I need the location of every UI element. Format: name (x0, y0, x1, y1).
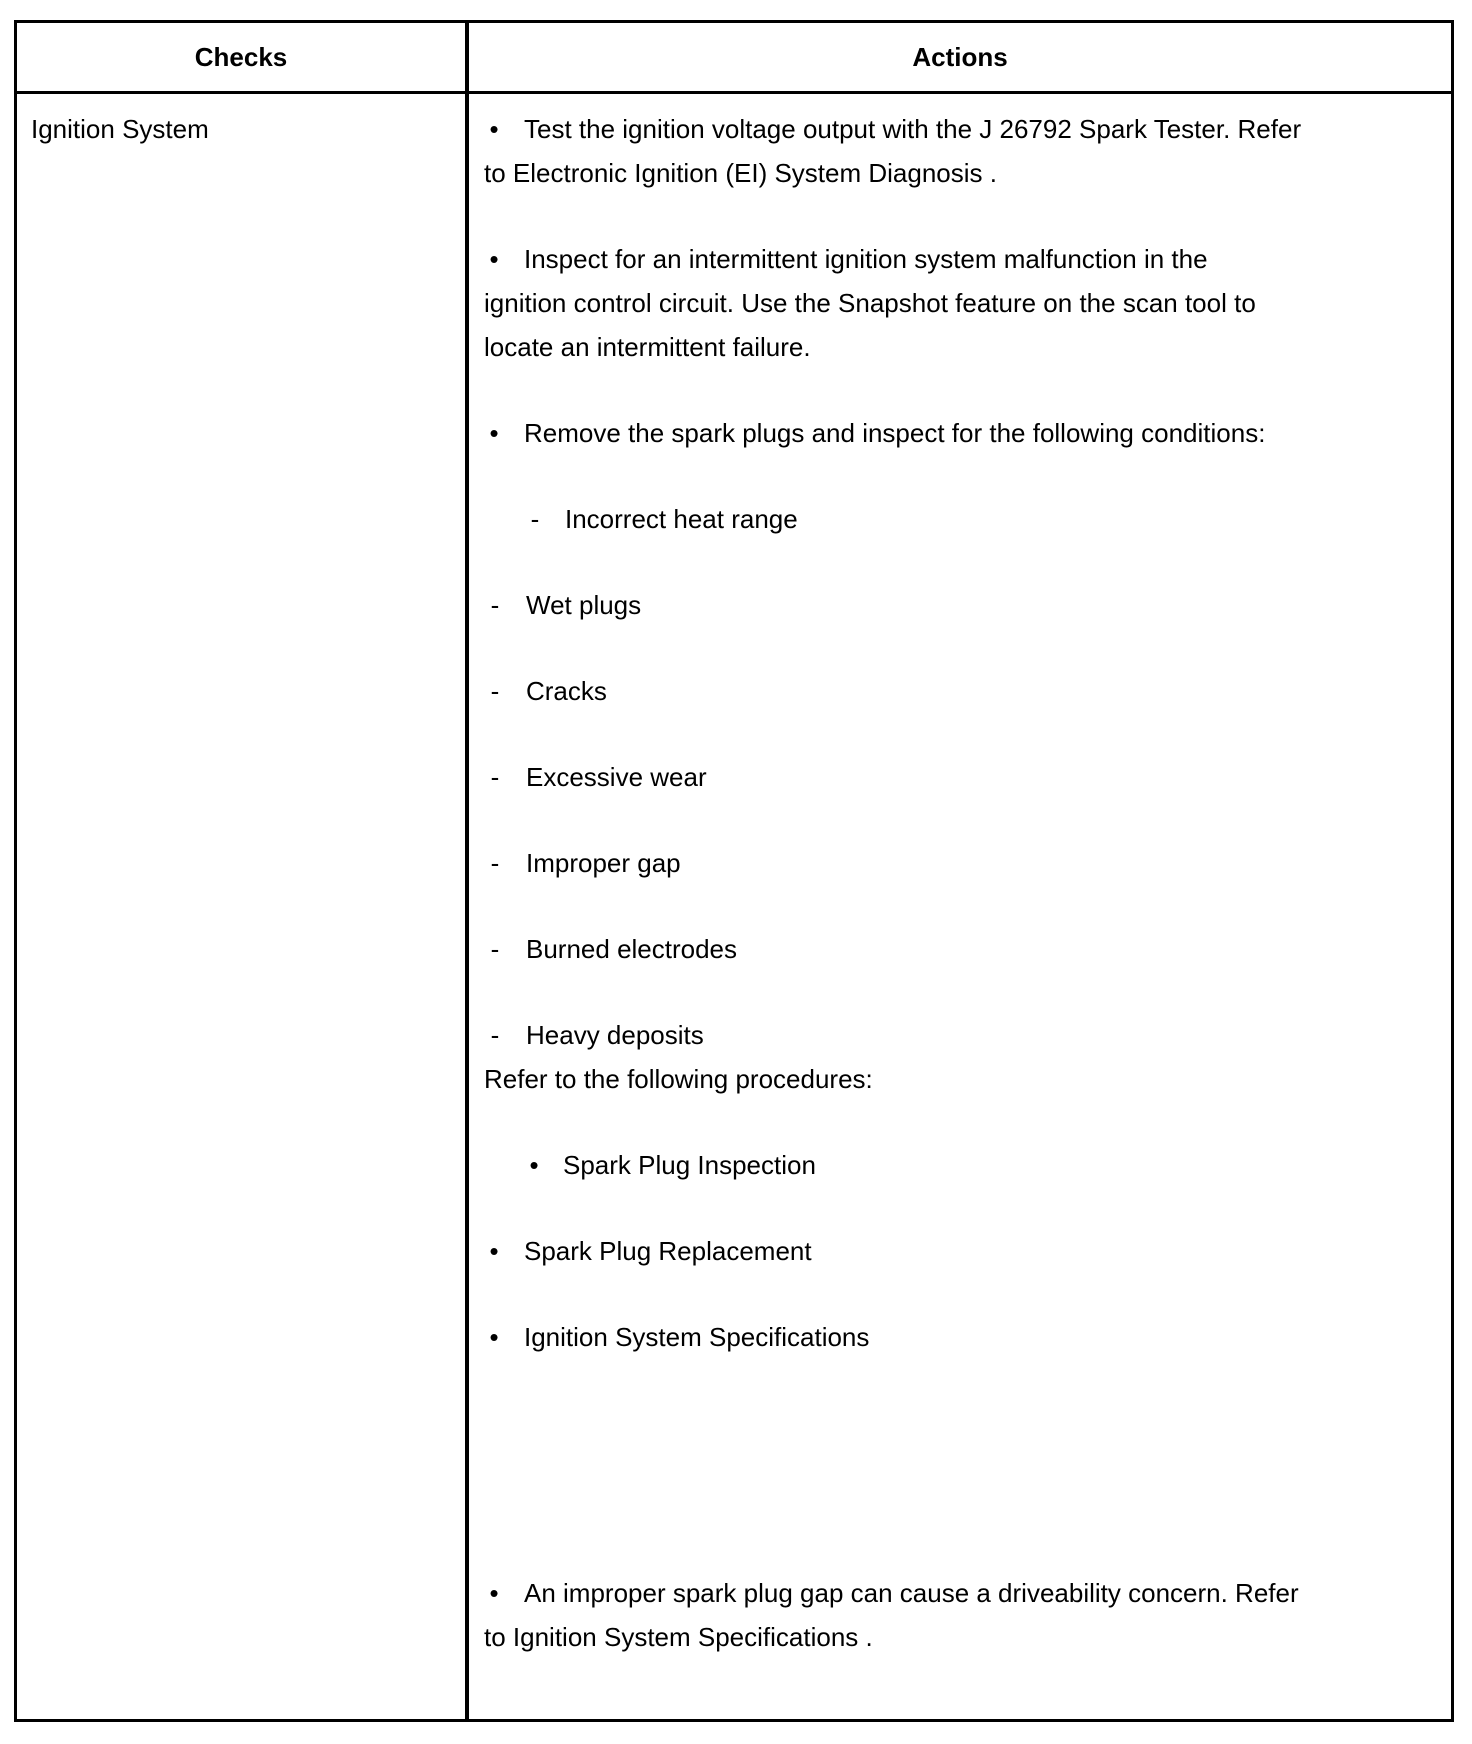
action-2-line-2: ignition control circuit. Use the Snapshot feature on the scan tool to (484, 288, 1256, 318)
action-1-line-2: to Electronic Ignition (EI) System Diagnosis . (484, 158, 997, 188)
condition-item: Incorrect heat range (565, 504, 798, 534)
bullet-icon: • (489, 244, 499, 274)
bullet-icon: • (489, 1236, 499, 1266)
condition-item: Improper gap (526, 848, 681, 878)
action-4-line-1: An improper spark plug gap can cause a driveability concern. Refer (524, 1578, 1299, 1608)
dash-icon: - (490, 762, 500, 792)
dash-icon: - (530, 504, 540, 534)
column-divider (465, 23, 469, 1719)
procedure-link[interactable]: Spark Plug Inspection (563, 1150, 816, 1180)
bullet-icon: • (489, 1322, 499, 1352)
action-2-line-1: Inspect for an intermittent ignition system malfunction in the (524, 244, 1208, 274)
bullet-icon: • (529, 1150, 539, 1180)
bullet-icon: • (489, 1578, 499, 1608)
refer-intro: Refer to the following procedures: (484, 1064, 873, 1094)
condition-item: Burned electrodes (526, 934, 738, 964)
dash-icon: - (490, 934, 500, 964)
procedure-link[interactable]: Ignition System Specifications (524, 1322, 870, 1352)
dash-icon: - (490, 676, 500, 706)
procedure-link[interactable]: Spark Plug Replacement (524, 1236, 812, 1266)
action-1-line-1: Test the ignition voltage output with the J 26792 Spark Tester. Refer (524, 114, 1302, 144)
dash-icon: - (490, 590, 500, 620)
condition-item: Wet plugs (526, 590, 642, 620)
condition-item: Heavy deposits (526, 1020, 704, 1050)
bullet-icon: • (489, 418, 499, 448)
bullet-icon: • (489, 114, 499, 144)
action-4-line-2: to Ignition System Specifications . (484, 1622, 873, 1652)
dash-icon: - (490, 1020, 500, 1050)
action-2-line-3: locate an intermittent failure. (484, 332, 811, 362)
diagnostic-table (14, 20, 1454, 1722)
condition-item: Cracks (526, 676, 607, 706)
header-checks: Checks (194, 41, 288, 72)
check-ignition-system: Ignition System (31, 114, 209, 144)
action-3: Remove the spark plugs and inspect for the following conditions: (524, 418, 1266, 448)
condition-item: Excessive wear (526, 762, 707, 792)
dash-icon: - (490, 848, 500, 878)
header-divider (17, 91, 1451, 94)
header-actions: Actions (912, 41, 1008, 72)
